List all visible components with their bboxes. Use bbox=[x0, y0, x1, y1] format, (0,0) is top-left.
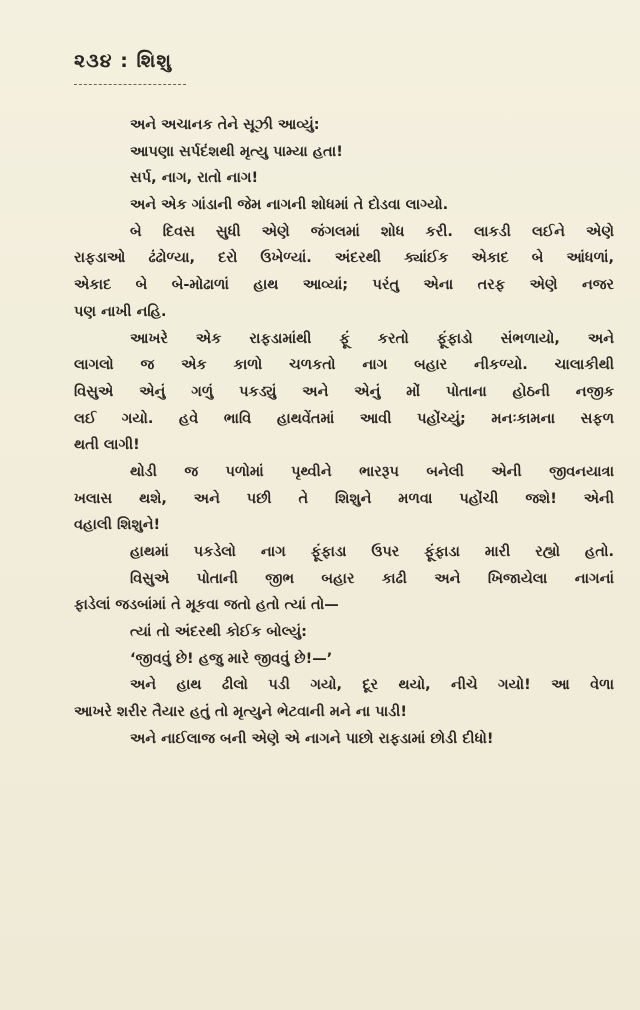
book-title: શિશુ bbox=[136, 50, 173, 72]
text-line: ‘જીવવું છે! હજુ મારે જીવવું છે!—’ bbox=[130, 650, 333, 667]
text-line: પણ નાખી નહિ. bbox=[74, 303, 167, 320]
text-line: અને અચાનક તેને સૂઝી આવ્યું: bbox=[130, 117, 320, 133]
text-line: ફાડેલાં જડબાંમાં તે મૂકવા જતો હતો ત્યાં તો— bbox=[74, 597, 339, 614]
text-line: અને હાથ ઢીલો પડી ગયો, દૂર થયો, નીચે ગયો! આ વેળા bbox=[130, 677, 614, 694]
text-line: હાથમાં પકડેલો નાગ ફૂંફાડા ઉપર ફૂંફાડા મારી રહ્યો હતો. bbox=[130, 544, 614, 560]
text-line: થતી લાગી! bbox=[74, 437, 140, 454]
text-line: રાફડાઓ ઢંઢોળ્યા, દરો ઉખેળ્યાં. અંદરથી ક્યાંઈક એકાદ બે આંધળાં, bbox=[74, 250, 614, 267]
text-line: સર્પ, નાગ, રાતો નાગ! bbox=[130, 170, 259, 187]
text-line: એકાદ બે બે-મોઢાળાં હાથ આવ્યાં; પરંતુ એના તરફ એણે નજર bbox=[74, 277, 614, 294]
text-line: આપણા સર્પદંશથી મૃત્યુ પામ્યા હતા! bbox=[130, 143, 343, 160]
text-line: અને એક ગાંડાની જેમ નાગની શોધમાં તે દોડવા લાગ્યો. bbox=[130, 197, 449, 214]
header-rule bbox=[74, 80, 186, 85]
header-separator: : bbox=[120, 50, 129, 72]
page-number: ૨૩૪ bbox=[74, 50, 113, 72]
text-line: લાગલો જ એક કાળો ચળકતો નાગ બહાર નીકળ્યો. ચાલાકીથી bbox=[74, 357, 614, 374]
body-text bbox=[74, 112, 614, 753]
text-line: વિસુએ એનું ગળું પકડ્યું અને એનું મોં પોતાના હોઠની નજીક bbox=[74, 383, 614, 400]
text-line: ત્યાં તો અંદરથી કોઈક બોલ્યું: bbox=[130, 624, 307, 641]
text-line: આખરે શરીર તૈયાર હતું તો મૃત્યુને ભેટવાની મને ના પાડી! bbox=[74, 704, 407, 721]
text-line: થોડી જ પળોમાં પૃથ્વીને ભારરૂપ બનેલી એની જીવનયાત્રા bbox=[130, 463, 614, 480]
text-line: ખલાસ થશે, અને પછી તે શિશુને મળવા પહોંચી જશે! એની bbox=[74, 490, 614, 507]
text-line: અને નાઈલાજ બની એણે એ નાગને પાછો રાફડામાં છોડી દીધો! bbox=[130, 730, 494, 747]
text-line: વહાલી શિશુને! bbox=[74, 517, 161, 534]
running-head bbox=[74, 50, 172, 72]
text-line: વિસુએ પોતાની જીભ બહાર કાઢી અને ખિજાયેલા નાગનાં bbox=[130, 570, 614, 587]
text-line: આખરે એક રાફડામાંથી ફૂં કરતો ફૂંફાડો સંભળાયો, અને bbox=[130, 330, 614, 347]
text-line: બે દિવસ સુધી એણે જંગલમાં શોધ કરી. લાકડી લઈને એણે bbox=[130, 223, 614, 240]
text-line: લઈ ગયો. હવે ભાવિ હાથવેંતમાં આવી પહોંચ્યું; મનઃકામના સફળ bbox=[74, 410, 614, 427]
